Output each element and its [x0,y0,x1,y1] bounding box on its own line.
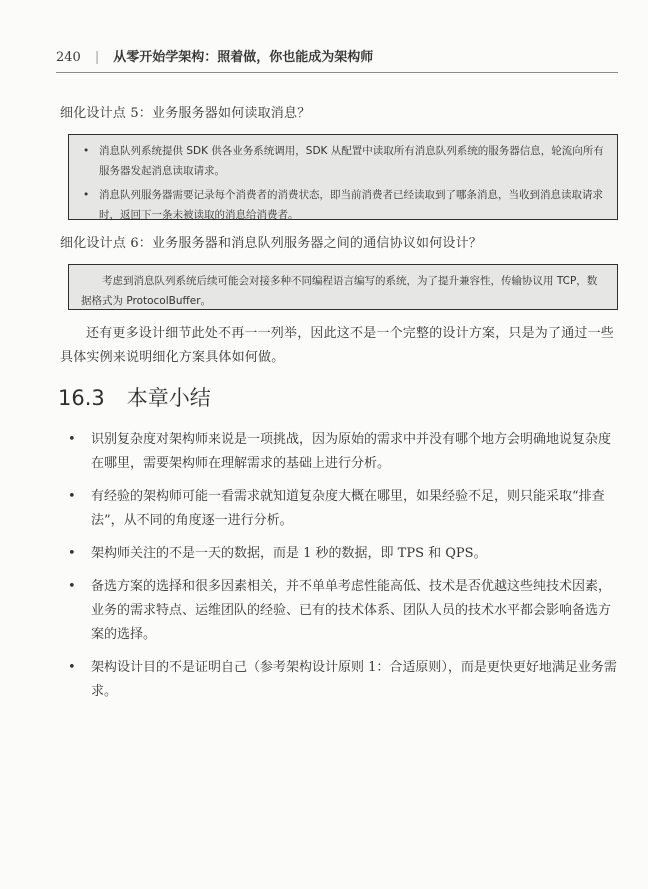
section-heading [58,384,211,412]
design-point-5-title: 细化设计点 5：业务服务器如何读取消息？ [60,106,311,121]
bullet-icon: • [68,546,76,561]
bullet-icon: • [83,189,90,201]
bullet-icon: • [68,660,76,675]
design-point-6-box [68,264,618,310]
bullet-icon: • [68,432,76,447]
section-title: 本章小结 [126,386,211,410]
list-item [60,575,620,647]
book-title: 从零开始学架构：照着做，你也能成为架构师 [113,50,374,65]
list-item-text: 有经验的架构师可能一看需求就知道复杂度大概在哪里，如果经验不足，则只能采取“排查法”，从不同的角度逐一进行分析。 [91,489,605,528]
bullet-icon: • [83,145,90,157]
section-number: 16.3 [58,386,105,410]
list-item [60,485,620,533]
closing-paragraph: 还有更多设计细节此处不再一一列举，因此这不是一个完整的设计方案，只是为了通过一些具体实例来说明细化方案具体如何做。 [60,326,615,365]
list-item [60,428,620,476]
list-item-text: 备选方案的选择和很多因素相关，并不单单考虑性能高低、技术是否优越这些纯技术因素，业务的需求特点、运维团队的经验、已有的技术体系、团队人员的技术水平都会影响备选方案的选择。 [91,579,612,642]
running-header [56,48,618,73]
design-point-5-list [69,135,617,230]
list-item [60,542,620,566]
bullet-icon: • [68,579,76,594]
list-item-text: 消息队列系统提供 SDK 供各业务系统调用，SDK 从配置中读取所有消息队列系统的服务器信息，轮流向所有服务器发起消息读取请求。 [99,145,604,177]
list-item [81,141,605,181]
list-item-text: 消息队列服务器需要记录每个消费者的消费状态，即当前消费者已经读取到了哪条消息，当收到消息读取请求时，返回下一条未被读取的消息给消费者。 [99,189,603,221]
design-point-6-text: 考虑到消息队列系统后续可能会对接多种不同编程语言编写的系统，为了提升兼容性，传输协议用 TCP，数据格式为 ProtocolBuffer。 [81,275,598,307]
summary-list [60,428,620,713]
list-item [81,185,605,225]
list-item-text: 架构师关注的不是一天的数据，而是 1 秒的数据，即 TPS 和 QPS。 [91,546,487,561]
design-point-5-box [68,134,618,220]
page-number: 240 [56,50,81,65]
list-item-text: 识别复杂度对架构师来说是一项挑战，因为原始的需求中并没有哪个地方会明确地说复杂度在哪里，需要架构师在理解需求的基础上进行分析。 [91,432,612,471]
design-point-6-title: 细化设计点 6：业务服务器和消息队列服务器之间的通信协议如何设计？ [60,236,483,251]
list-item [60,656,620,704]
header-separator: | [94,50,100,65]
bullet-icon: • [68,489,76,504]
list-item-text: 架构设计目的不是证明自己（参考架构设计原则 1：合适原则），而是更快更好地满足业务需求。 [91,660,617,699]
